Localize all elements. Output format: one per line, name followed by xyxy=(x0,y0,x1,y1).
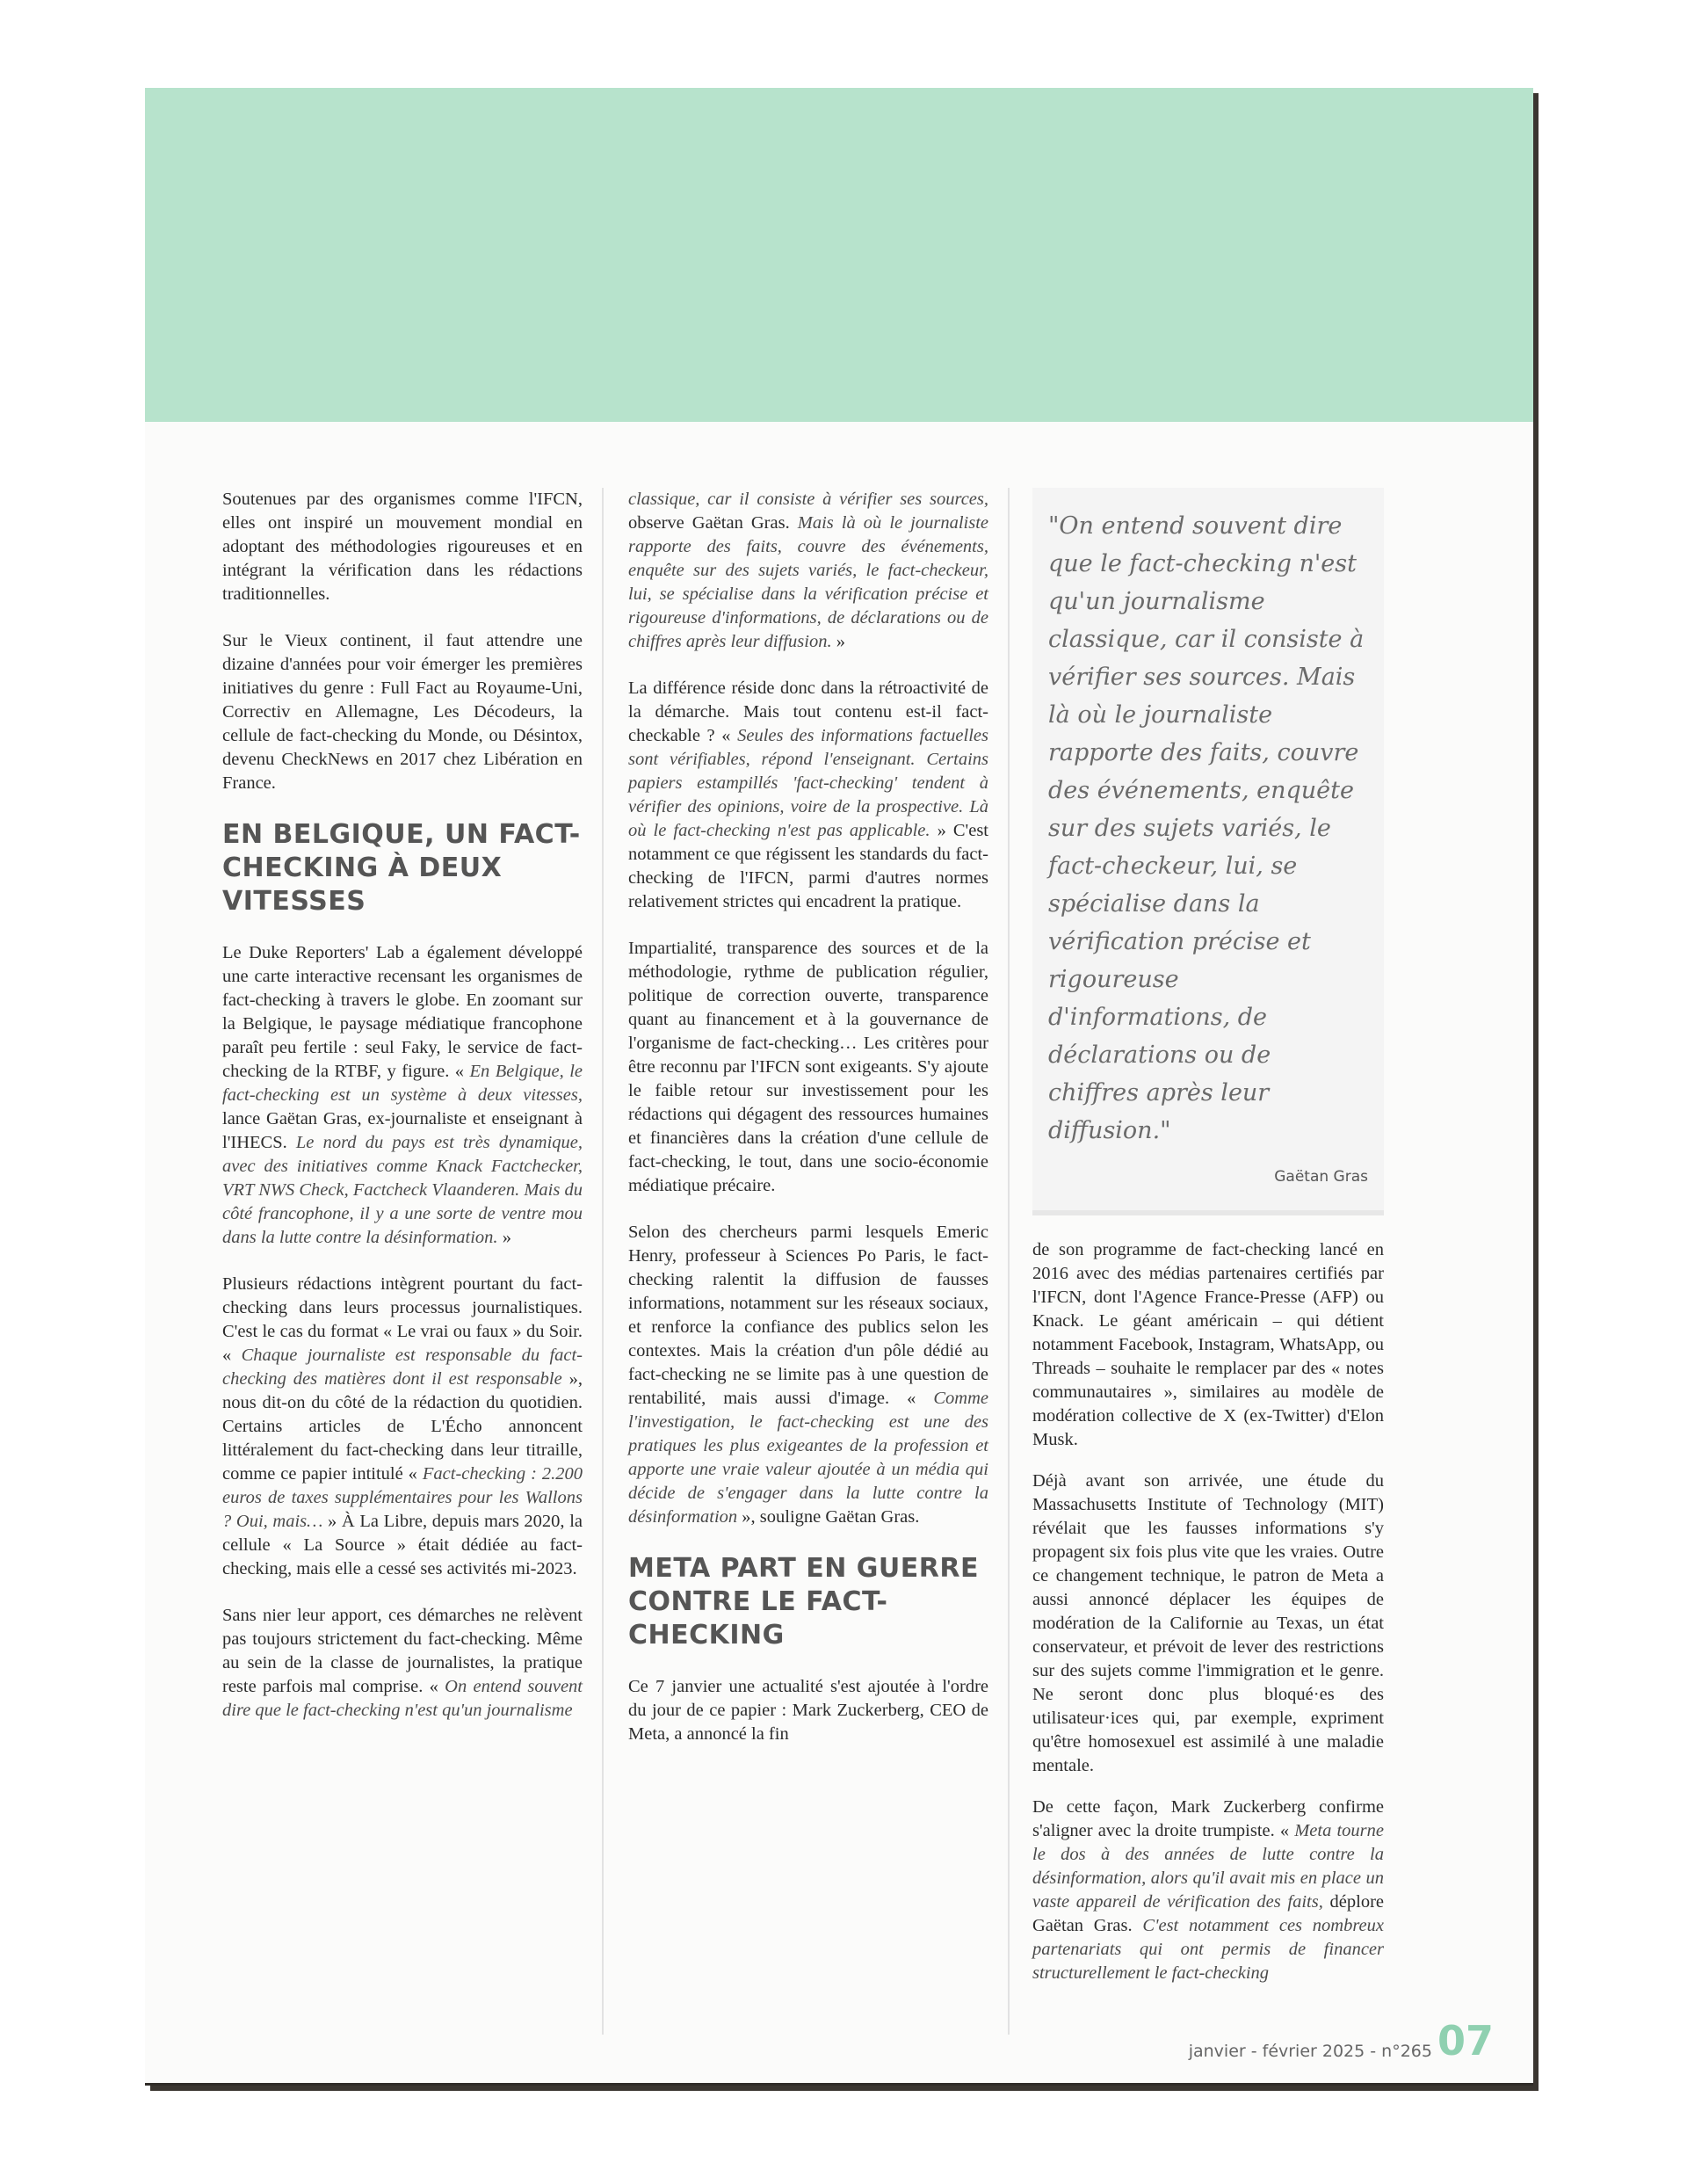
paragraph-text: », nous dit-on du côté de la rédaction du quotidien. Certains articles de L'Écho annoncent littéralement du fact-checking dans leur titraille, comme ce papier intitulé « xyxy=(222,1369,583,1484)
paragraph xyxy=(1032,1238,1384,1452)
paragraph xyxy=(628,1221,988,1529)
paragraph-text: Plusieurs rédactions intègrent pourtant du fact-checking dans leurs processus journalistiques. C'est le cas du format « Le vrai ou faux » du Soir. « xyxy=(222,1274,583,1365)
paragraph-text: Ce 7 janvier une actualité s'est ajoutée à l'ordre du jour de ce papier : Mark Zuckerberg, CEO de Meta, a annoncé la fin xyxy=(628,1677,988,1744)
paragraph xyxy=(222,1604,583,1723)
paragraph-text: Soutenues par des organismes comme l'IFCN, elles ont inspiré un mouvement mondial en adoptant des méthodologies rigoureuses et en intégrant la vérification dans les rédactions traditionnelles. xyxy=(222,490,583,604)
paragraph-text: Déjà avant son arrivée, une étude du Massachusetts Institute of Technology (MIT) révélait que les fausses informations s'y propagent six fois plus vite que les vraies. Outre ce changement technique, le patron de Meta a aussi annoncé déplacer les équipes de modération de la Californie au Texas, un état conservateur, et prévoit de lever des restrictions sur des sujets comme l'immigration et le genre. Ne seront donc plus bloqué·es des utilisateur·ices qui, par exemple, expriment qu'être homosexuel est assimilé à une maladie mentale. xyxy=(1032,1471,1384,1775)
quote-text-italic: Fact-checking : 2.200 euros de taxes supplémentaires pour les Wallons ? Oui, mais… xyxy=(222,1464,583,1531)
section-heading: EN BELGIQUE, UN FACT-CHECKING À DEUX VITESSES xyxy=(222,819,581,917)
quote-text-italic: Chaque journaliste est responsable du fact-checking des matières dont il est responsable xyxy=(222,1346,583,1389)
paragraph-text: Selon des chercheurs parmi lesquels Emeric Henry, professeur à Sciences Po Paris, le fact-checking ralentit la diffusion de fausses informations, notamment sur les réseaux sociaux, et renforce la confiance des publics selon les contextes. Mais la création d'un pôle dédié au fact-checking ne se limite pas à une question de rentabilité, mais aussi d'image. « xyxy=(628,1223,988,1408)
paragraph-text: Impartialité, transparence des sources et de la méthodologie, rythme de publication régulier, politique de correction ouverte, transparence quant au financement et à la gouvernance de l'organisme de fact-checking… Les critères pour être reconnu par l'IFCN sont exigeants. S'y ajoute le faible retour sur investissement pour les rédactions qui dégagent des ressources humaines et financières dans la création d'une cellule de fact-checking, le tout, dans une socio-économie médiatique précaire. xyxy=(628,939,988,1195)
paragraph xyxy=(628,937,988,1198)
paragraph xyxy=(1032,1796,1384,1985)
page-footer xyxy=(1188,2017,1494,2064)
section-heading: META PART EN GUERRE CONTRE LE FACT-CHECKING xyxy=(628,1553,979,1651)
quote-text-italic: Mais là où le journaliste rapporte des faits, couvre des événements, enquête sur des sujets variés, le fact-checkeur, lui, se spécialise dans la vérification précise et rigoureuse d'informations, de déclarations ou de chiffres après leur diffusion. xyxy=(628,513,989,651)
quote-text-italic: classique, car il consiste à vérifier ses sources, xyxy=(628,490,988,509)
paragraph-text: de son programme de fact-checking lancé en 2016 avec des médias partenaires certifiés par l'IFCN, dont l'Agence France-Presse (AFP) ou Knack. Le géant américain – qui détient notamment Facebook, Instagram, WhatsApp, ou Threads – souhaite le remplacer par des « notes communautaires », similaires au modèle de modération collective de X (ex-Twitter) d'Elon Musk. xyxy=(1032,1240,1384,1449)
paragraph xyxy=(628,1675,988,1746)
paragraph-text: déplore Gaëtan Gras. xyxy=(1032,1892,1384,1935)
pull-quote xyxy=(1032,488,1384,1215)
article-column-3 xyxy=(1032,488,1384,2003)
issue-info: janvier - février 2025 - n°265 xyxy=(1188,2042,1432,2061)
pull-quote-text: "On entend souvent dire que le fact-checking n'est qu'un journalisme classique, car il consiste à vérifier ses sources. Mais là où le journaliste rapporte des faits, couvre des événements, enquête sur des sujets variés, le fact-checkeur, lui, se spécialise dans la vérification précise et rigoureuse d'informations, de déclarations ou de chiffres après leur diffusion." xyxy=(1048,512,1365,1144)
magazine-page xyxy=(145,88,1533,2086)
quote-text-italic: On entend souvent dire que le fact-checking n'est qu'un journalisme xyxy=(222,1677,583,1720)
paragraph xyxy=(222,941,583,1250)
quote-text-italic: Seules des informations factuelles sont vérifiables, répond l'enseignant. Certains papiers estampillés 'fact-checking' tendent à vérifier des opinions, voire de la prospective. Là où le fact-checking n'est pas applicable. xyxy=(628,726,988,840)
column-divider xyxy=(1008,488,1010,2035)
paragraph-text: », souligne Gaëtan Gras. xyxy=(737,1507,920,1527)
paragraph-text: Le Duke Reporters' Lab a également développé une carte interactive recensant les organismes de fact-checking à travers le globe. En zoomant sur la Belgique, le paysage médiatique francophone paraît peu fertile : seul Faky, le service de fact-checking de la RTBF, y figure. « xyxy=(222,943,583,1081)
paragraph xyxy=(222,629,583,795)
article-column-1 xyxy=(222,488,583,1745)
paragraph-text: Sur le Vieux continent, il faut attendre une dizaine d'années pour voir émerger les premières initiatives du genre : Full Fact au Royaume-Uni, Correctiv en Allemagne, Les Décodeurs, la cellule de fact-checking du Monde, ou Désintox, devenu CheckNews en 2017 chez Libération en France. xyxy=(222,631,583,793)
paragraph-text: observe Gaëtan Gras. xyxy=(628,513,798,533)
page-number: 07 xyxy=(1437,2017,1494,2064)
paragraph-text: De cette façon, Mark Zuckerberg confirme s'aligner avec la droite trumpiste. « xyxy=(1032,1797,1384,1840)
paragraph xyxy=(1032,1469,1384,1778)
quote-text-italic: En Belgique, le fact-checking est un système à deux vitesses, xyxy=(222,1062,583,1105)
column-divider xyxy=(602,488,604,2035)
paragraph-text: » xyxy=(831,632,845,651)
article-column-2 xyxy=(628,488,988,1769)
quote-text-italic: Le nord du pays est très dynamique, avec des initiatives comme Knack Factchecker, VRT NWS Check, Factcheck Vlaanderen. Mais du côté francophone, il y a une sorte de ventre mou dans la lutte contre la désinformation. xyxy=(222,1133,583,1247)
pull-quote-author: Gaëtan Gras xyxy=(1274,1168,1368,1186)
paragraph-text: La différence réside donc dans la rétroactivité de la démarche. Mais tout contenu est-il fact-checkable ? « xyxy=(628,678,988,745)
paragraph xyxy=(628,488,988,654)
paragraph-text: lance Gaëtan Gras, ex-journaliste et enseignant à l'IHECS. xyxy=(222,1109,583,1152)
paragraph xyxy=(222,488,583,606)
paragraph-text: » À La Libre, depuis mars 2020, la cellule « La Source » était dédiée au fact-checking, mais elle a cessé ses activités mi-2023. xyxy=(222,1512,583,1578)
paragraph-text: » C'est notamment ce que régissent les standards du fact-checking de l'IFCN, parmi d'autres normes relativement strictes qui encadrent la pratique. xyxy=(628,821,989,911)
quote-text-italic: C'est notamment ces nombreux partenariats qui ont permis de financer structurellement le fact-checking xyxy=(1032,1916,1384,1983)
quote-text-italic: Comme l'investigation, le fact-checking est une des pratiques les plus exigeantes de la profession et apporte une vraie valeur ajoutée à un média qui décide de s'engager dans la lutte contre la désinformation xyxy=(628,1389,988,1527)
paragraph xyxy=(628,677,988,914)
paragraph-text: » xyxy=(497,1228,511,1247)
header-image-banner xyxy=(145,88,1533,422)
quote-text-italic: Meta tourne le dos à des années de lutte contre la désinformation, alors qu'il avait mis en place un vaste appareil de vérification des faits, xyxy=(1032,1821,1384,1912)
paragraph xyxy=(222,1273,583,1581)
paragraph-text: Sans nier leur apport, ces démarches ne relèvent pas toujours strictement du fact-checking. Même au sein de la classe de journalistes, la pratique reste parfois mal comprise. « xyxy=(222,1606,583,1696)
